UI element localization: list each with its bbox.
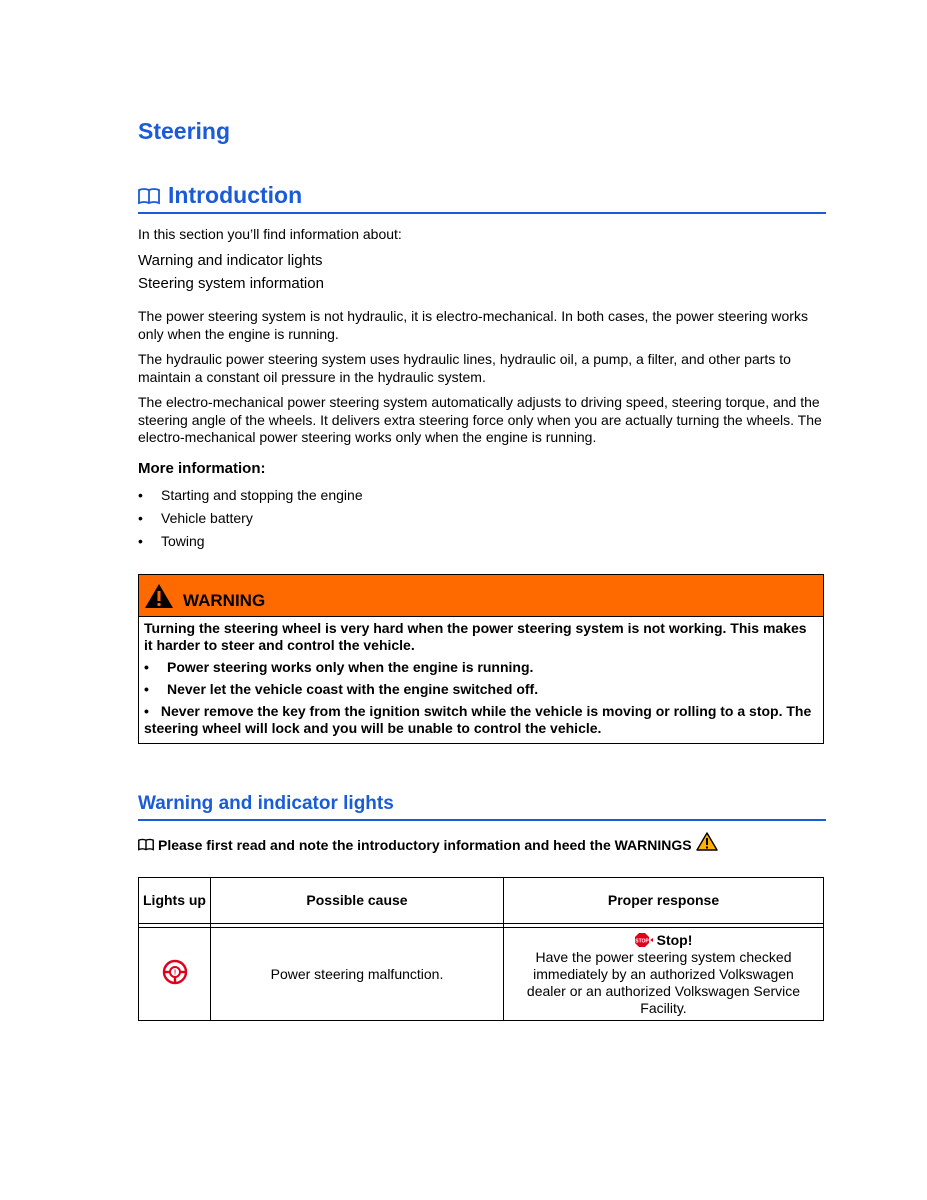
column-header: Possible cause: [211, 878, 504, 924]
column-header: Lights up: [139, 878, 211, 924]
stop-label: STOP Stop!: [634, 931, 693, 948]
warning-body: [139, 617, 823, 737]
list-item[interactable]: • Vehicle battery: [138, 510, 253, 526]
book-icon: [138, 835, 154, 857]
bullet-icon: •: [138, 533, 143, 549]
svg-text:!: !: [173, 969, 176, 977]
warning-header: [139, 575, 823, 617]
read-note: [138, 832, 718, 857]
page-title: Steering: [138, 118, 231, 144]
bullet-icon: •: [144, 659, 149, 675]
column-header: Proper response: [504, 878, 824, 924]
warning-intro: Turning the steering wheel is very hard when the power steering system is not working. This makes it harder to steer and control the vehicle.: [144, 620, 807, 653]
table-header-row: [139, 878, 824, 924]
read-note-text[interactable]: Please first read and note the introductory information and heed the WARNINGS: [158, 837, 692, 853]
intro-paragraph: The power steering system is not hydraulic, it is electro-mechanical. In both cases, the power steering works only when the engine is running.: [138, 308, 808, 342]
bullet-icon: •: [138, 487, 143, 503]
book-icon: [138, 182, 160, 212]
intro-topic[interactable]: Steering system information: [138, 275, 324, 292]
stop-sign-icon: [635, 933, 653, 947]
warning-item: • Never remove the key from the ignition switch while the vehicle is moving or rolling to a stop. The steering wheel will lock and you will be unable to control the vehicle.: [144, 703, 812, 736]
bullet-icon: •: [144, 703, 149, 719]
bullet-icon: •: [144, 681, 149, 697]
indicator-lights-table: [138, 877, 824, 1021]
bullet-icon: •: [138, 510, 143, 526]
more-info-list: [138, 487, 363, 556]
intro-heading: [138, 180, 826, 214]
intro-paragraph: The electro-mechanical power steering system automatically adjusts to driving speed, steering torque, and the steering angle of the wheels. It delivers extra steering force only when you are actually turning the wheels. The electro-mechanical power steering works only when the engine is running.: [138, 394, 822, 445]
more-info-heading: More information:: [138, 460, 266, 477]
response-text: Have the power steering system checked immediately by an authorized Volkswagen dealer or an authorized Volkswagen Service Facility.: [526, 948, 801, 1016]
svg-text:STOP: STOP: [634, 938, 649, 944]
table-row: [139, 928, 824, 1021]
warning-box: [138, 574, 824, 744]
lights-heading: Warning and indicator lights: [138, 791, 826, 821]
list-item[interactable]: • Towing: [138, 533, 205, 549]
cause-cell: Power steering malfunction.: [211, 928, 504, 1021]
warning-triangle-icon[interactable]: [696, 832, 718, 857]
intro-heading-text: Introduction: [168, 182, 303, 208]
list-item[interactable]: • Starting and stopping the engine: [138, 487, 363, 503]
steering-wheel-warning-icon: [162, 969, 188, 988]
intro-paragraph: The hydraulic power steering system uses hydraulic lines, hydraulic oil, a pump, a filter, and other parts to maintain a constant oil pressure in the hydraulic system.: [138, 351, 791, 385]
intro-lead: In this section you’ll find information about:: [138, 226, 402, 242]
intro-topic[interactable]: Warning and indicator lights: [138, 252, 323, 269]
warning-item: • Power steering works only when the engine is running.: [144, 659, 534, 675]
warning-triangle-icon: [144, 583, 174, 614]
warning-item: • Never let the vehicle coast with the engine switched off.: [144, 681, 539, 697]
warning-title: WARNING: [183, 591, 266, 610]
response-cell: [504, 928, 824, 1021]
light-cell: [139, 928, 211, 1021]
